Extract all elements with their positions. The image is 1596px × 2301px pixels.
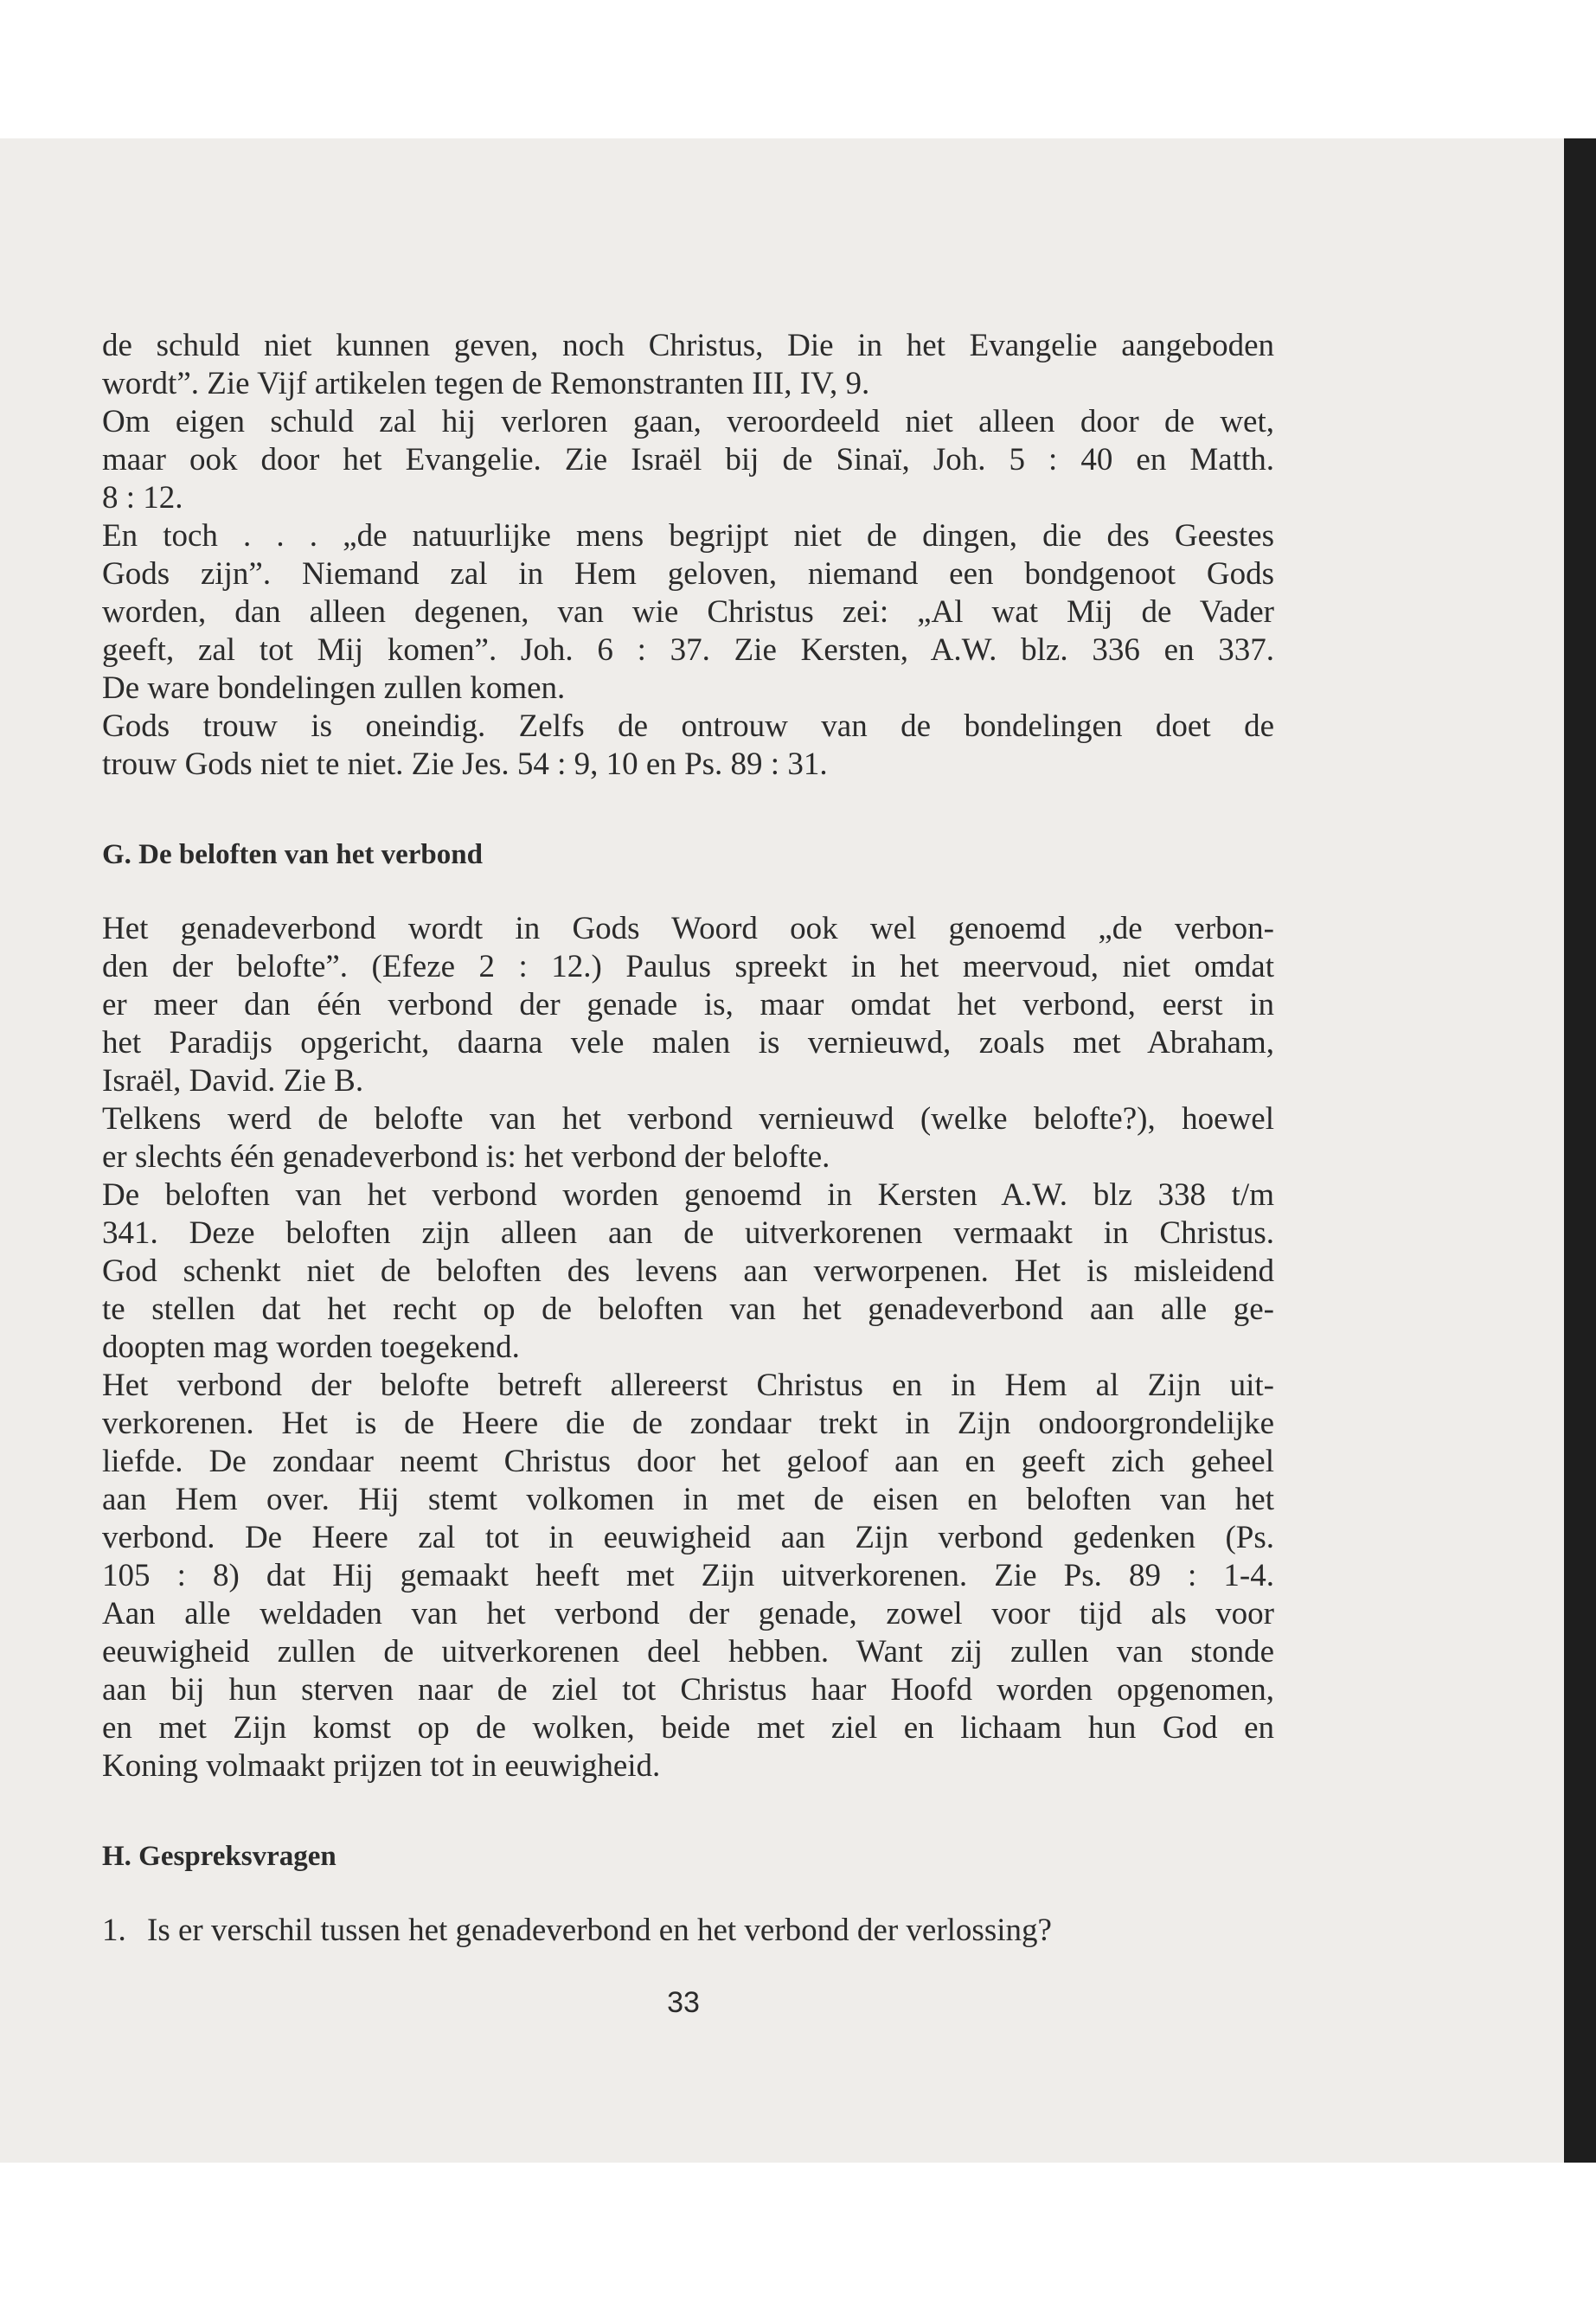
text-line: te stellen dat het recht op de beloften van het genadeverbond aan alle ge- (102, 1292, 1274, 1327)
text-line: De ware bondelingen zullen komen. (102, 670, 566, 706)
text-line: Israël, David. Zie B. (102, 1063, 364, 1099)
text-line: en met Zijn komst op de wolken, beide met ziel en lichaam hun God en (102, 1710, 1274, 1746)
text-line: eeuwigheid zullen de uitverkorenen deel hebben. Want zij zullen van stonde (102, 1634, 1274, 1670)
text-line: God schenkt niet de beloften des levens aan verworpenen. Het is misleidend (102, 1253, 1274, 1289)
text-line: het Paradijs opgericht, daarna vele malen is vernieuwd, zoals met Abraham, (102, 1025, 1274, 1061)
page-number: 33 (667, 1986, 700, 2019)
section-g-heading: G. De beloften van het verbond (102, 839, 483, 870)
text-line: liefde. De zondaar neemt Christus door het geloof aan en geeft zich geheel (102, 1444, 1274, 1479)
text-line: aan Hem over. Hij stemt volkomen in met de eisen en beloften van het (102, 1482, 1274, 1517)
text-line: Gods trouw is oneindig. Zelfs de ontrouw van de bondelingen doet de (102, 708, 1274, 744)
text-line: 8 : 12. (102, 480, 183, 516)
text-line: Het verbond der belofte betreft allereerst Christus en in Hem al Zijn uit- (102, 1368, 1274, 1403)
question-text: Is er verschil tussen het genadeverbond en het verbond der verlossing? (147, 1913, 1052, 1948)
text-line: 341. Deze beloften zijn alleen aan de uitverkorenen vermaakt in Christus. (102, 1215, 1274, 1251)
section-h-heading: H. Gespreksvragen (102, 1841, 337, 1872)
text-line: er slechts één genadeverbond is: het verbond der belofte. (102, 1139, 830, 1175)
section-f-paragraphs (102, 327, 1274, 784)
book-edge-shadow (1564, 138, 1596, 2163)
question-number: 1. (102, 1913, 126, 1948)
text-line: 105 : 8) dat Hij gemaakt heeft met Zijn uitverkorenen. Zie Ps. 89 : 1-4. (102, 1558, 1274, 1593)
text-line: verbond. De Heere zal tot in eeuwigheid aan Zijn verbond gedenken (Ps. (102, 1520, 1274, 1555)
body-text (102, 327, 1274, 1950)
text-line: Gods zijn”. Niemand zal in Hem geloven, niemand een bondgenoot Gods (102, 556, 1274, 592)
text-line: den der belofte”. (Efeze 2 : 12.) Paulus spreekt in het meervoud, niet omdat (102, 949, 1274, 984)
text-line: Het genadeverbond wordt in Gods Woord ook wel genoemd „de verbon- (102, 911, 1274, 946)
text-line: Om eigen schuld zal hij verloren gaan, veroordeeld niet alleen door de wet, (102, 404, 1274, 439)
text-line: worden, dan alleen degenen, van wie Christus zei: „Al wat Mij de Vader (102, 594, 1274, 630)
text-line: geeft, zal tot Mij komen”. Joh. 6 : 37. Zie Kersten, A.W. blz. 336 en 337. (102, 632, 1274, 668)
text-line: maar ook door het Evangelie. Zie Israël bij de Sinaï, Joh. 5 : 40 en Matth. (102, 442, 1274, 478)
text-line: Koning volmaakt prijzen tot in eeuwigheid. (102, 1748, 661, 1784)
text-line: trouw Gods niet te niet. Zie Jes. 54 : 9, 10 en Ps. 89 : 31. (102, 747, 828, 782)
text-line: Telkens werd de belofte van het verbond vernieuwd (welke belofte?), hoewel (102, 1101, 1274, 1137)
discussion-question (102, 1912, 1274, 1950)
text-line: wordt”. Zie Vijf artikelen tegen de Remonstranten III, IV, 9. (102, 366, 870, 401)
text-line: er meer dan één verbond der genade is, maar omdat het verbond, eerst in (102, 987, 1274, 1022)
text-line: verkorenen. Het is de Heere die de zondaar trekt in Zijn ondoorgrondelijke (102, 1406, 1274, 1441)
section-g-paragraphs (102, 910, 1274, 1785)
text-line: En toch . . . „de natuurlijke mens begrijpt niet de dingen, die des Geestes (102, 518, 1274, 554)
text-line: doopten mag worden toegekend. (102, 1330, 520, 1365)
text-line: De beloften van het verbond worden genoemd in Kersten A.W. blz 338 t/m (102, 1177, 1274, 1213)
text-line: aan bij hun sterven naar de ziel tot Christus haar Hoofd worden opgenomen, (102, 1672, 1274, 1708)
text-line: Aan alle weldaden van het verbond der genade, zowel voor tijd als voor (102, 1596, 1274, 1631)
text-line: de schuld niet kunnen geven, noch Christus, Die in het Evangelie aangeboden (102, 328, 1274, 363)
